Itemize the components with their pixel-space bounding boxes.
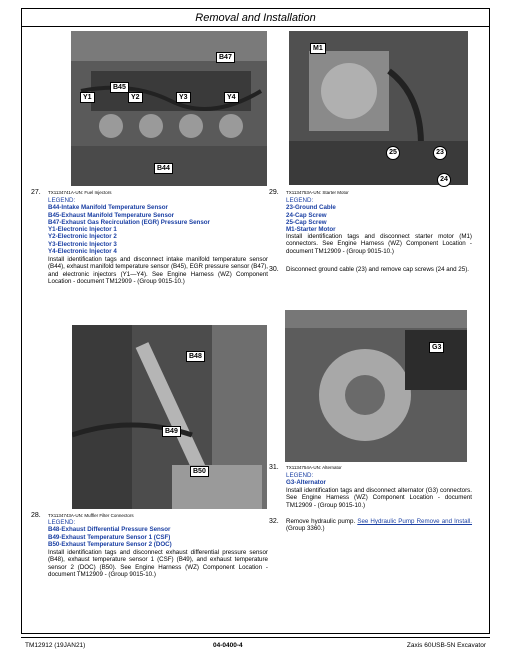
- alternator-photo: [285, 310, 467, 462]
- page-header: Removal and Installation: [22, 9, 489, 27]
- callout-y4: Y4: [224, 92, 239, 103]
- starter-motor-photo: [289, 31, 468, 185]
- legend-item: B47-Exhaust Gas Recirculation (EGR) Pressure Sensor: [48, 218, 210, 226]
- legend-title: LEGEND:: [48, 519, 76, 526]
- legend-item: B50-Exhaust Temperature Sensor 2 (DOC): [48, 540, 172, 548]
- step-31-figure-caption: TX1134754A-UN: Alternator: [286, 465, 342, 470]
- callout-24: 24: [437, 173, 451, 187]
- step-29-number: 29.: [269, 189, 279, 196]
- callout-b44: B44: [154, 163, 173, 174]
- page-footer: [21, 637, 490, 651]
- step-30-number: 30.: [269, 266, 279, 273]
- callout-b49: B49: [162, 426, 181, 437]
- footer-machine-name: Zaxis 60USB-5N Excavator: [406, 642, 486, 649]
- callout-g3: G3: [429, 342, 444, 353]
- step-31-text: Install identification tags and disconnect alternator (G3) connectors. See Engine Harness (WZ) Component Location - document TM12909 - (Group 9015-10.): [286, 487, 472, 509]
- step-28-number: 28.: [31, 512, 41, 519]
- callout-23: 23: [433, 146, 447, 160]
- legend-item: Y4-Electronic Injector 4: [48, 248, 117, 256]
- callout-m1: M1: [310, 43, 326, 54]
- step-27-legend: [48, 197, 268, 255]
- callout-y3: Y3: [176, 92, 191, 103]
- legend-title: LEGEND:: [286, 472, 314, 479]
- footer-page-number: 04-0400-4: [213, 642, 243, 649]
- legend-title: LEGEND:: [48, 197, 76, 204]
- step-29-text: Install identification tags and disconnect starter motor (M1) connectors. See Engine Harness (WZ) Component Location - document TM12909 - (Group 9015-10.): [286, 233, 472, 255]
- callout-25: 25: [386, 146, 400, 160]
- step-28-figure-caption: TX1134743A-UN: Muffler Filter Connectors: [48, 513, 134, 518]
- legend-item: G3-Alternator: [286, 479, 326, 487]
- muffler-filter-photo: [72, 325, 267, 509]
- step-28-legend: [48, 519, 268, 548]
- callout-y1: Y1: [80, 92, 95, 103]
- callout-y2: Y2: [128, 92, 143, 103]
- step-27-number: 27.: [31, 189, 41, 196]
- step-27-text: Install identification tags and disconnect intake manifold temperature sensor (B44), exhaust manifold temperature sensor (B45), EGR pressure sensor (B47), and electronic injectors (Y1—Y4). See Engine Harness (WZ) Component Location - document TM12909 - (Group 9015-10.): [48, 256, 268, 285]
- legend-item: B44-Intake Manifold Temperature Sensor: [48, 204, 168, 212]
- step-32-text-after: (Group 3360.): [286, 525, 325, 533]
- step-27-figure-caption: TX1134741A-UN: Fuel Injectors: [48, 190, 112, 195]
- legend-item: M1-Starter Motor: [286, 226, 336, 234]
- step-28-text: Install identification tags and disconnect exhaust differential pressure sensor (B48), exhaust temperature sensor 1 (CSF) (B49), and exhaust temperature sensor 2 (DOC) (B50). See Engine Harness (WZ) Component Location - document TM12909 - (Group 9015-10.): [48, 549, 268, 578]
- legend-title: LEGEND:: [286, 197, 314, 204]
- step-32-text: [286, 518, 472, 533]
- callout-b50: B50: [190, 466, 209, 477]
- callout-b47: B47: [216, 52, 235, 63]
- step-29-figure-caption: TX1134753A-UN: Starter Motor: [286, 190, 349, 195]
- legend-item: 24-Cap Screw: [286, 211, 327, 219]
- legend-item: B48-Exhaust Differential Pressure Sensor: [48, 526, 171, 534]
- hydraulic-pump-link[interactable]: See Hydraulic Pump Remove and Install.: [357, 518, 473, 525]
- step-32-number: 32.: [269, 518, 279, 525]
- legend-item: Y3-Electronic Injector 3: [48, 240, 117, 248]
- legend-item: 23-Ground Cable: [286, 204, 336, 212]
- legend-item: B45-Exhaust Manifold Temperature Sensor: [48, 211, 175, 219]
- step-30-text: Disconnect ground cable (23) and remove cap screws (24 and 25).: [286, 266, 469, 273]
- legend-item: 25-Cap Screw: [286, 218, 327, 226]
- step-32-text-before: Remove hydraulic pump.: [286, 518, 356, 525]
- callout-b48: B48: [186, 351, 205, 362]
- step-29-legend: [286, 197, 472, 233]
- step-31-number: 31.: [269, 464, 279, 471]
- legend-item: Y2-Electronic Injector 2: [48, 233, 117, 241]
- legend-item: Y1-Electronic Injector 1: [48, 226, 117, 234]
- legend-item: B49-Exhaust Temperature Sensor 1 (CSF): [48, 533, 171, 541]
- step-31-legend: [286, 472, 472, 487]
- callout-b45: B45: [110, 82, 129, 93]
- footer-doc-id: TM12912 (19JAN21): [25, 642, 86, 649]
